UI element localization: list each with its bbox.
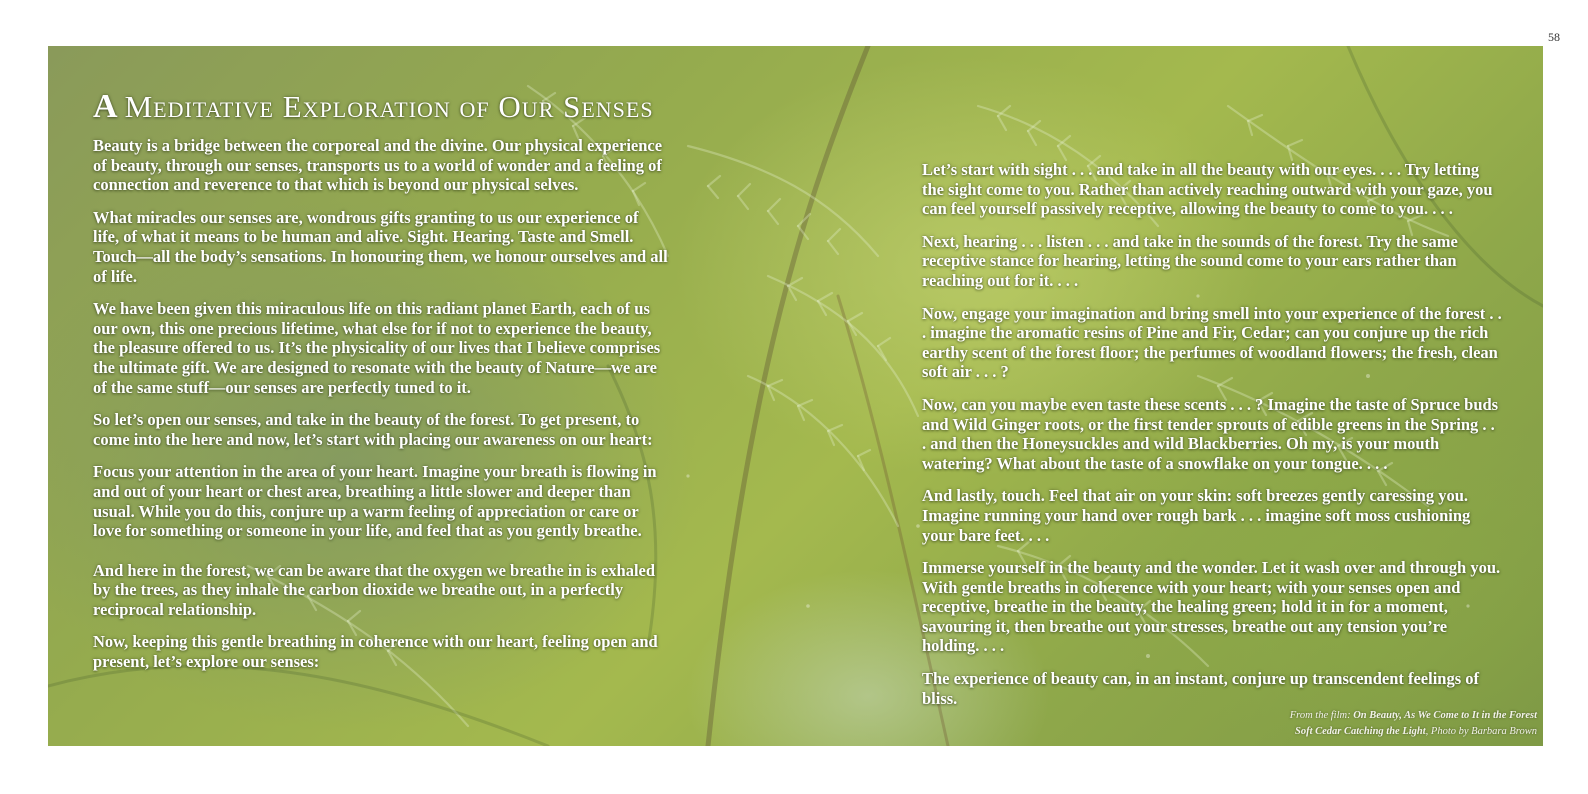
paragraph: So let’s open our senses, and take in the beauty of the forest. To get present, to come into the here and now, let’s start with placing our awareness on our heart: — [93, 410, 653, 449]
paragraph: Now, engage your imagination and bring smell into your experience of the forest . . . imagine the aromatic resins of Pine and Fir, Cedar; can you conjure up the rich earthy scent of the forest floor; the perfumes of woodland flowers; the fresh, clean soft air . . . ? — [922, 303, 1502, 382]
photo-credits — [1290, 708, 1537, 740]
left-column — [93, 90, 668, 685]
paragraph: Next, hearing . . . listen . . . and take in the sounds of the forest. Try the same receptive stance for hearing, letting the sound come to your ears rather than reaching out for it. . . . — [922, 231, 1458, 290]
film-title: On Beauty, As We Come to It in the Forest — [1353, 710, 1537, 721]
page-number: 58 — [1548, 30, 1560, 44]
photo-spread — [48, 46, 1543, 746]
paragraph: The experience of beauty can, in an instant, conjure up transcendent feelings of bliss. — [922, 669, 1480, 708]
paragraph: Let’s start with sight . . . and take in all the beauty with our eyes. . . . Try letting the sight come to you. Rather than actively reaching outward with your gaze, you can feel yourself passively receptive, allowing the beauty to come to you. . . . — [922, 160, 1493, 219]
paragraph: Immerse yourself in the beauty and the wonder. Let it wash over and through you. With gentle breaths in coherence with your heart; with your senses open and receptive, breathe in the beauty, the healing green; hold it in for a moment, savouring it, then breathe out your stresses, breathe out any tension you’re holding. . . . — [922, 558, 1501, 656]
paragraph: Now, keeping this gentle breathing in coherence with our heart, feeling open and present, let’s explore our senses: — [93, 632, 658, 672]
section-heading — [93, 90, 668, 124]
right-column — [922, 160, 1502, 721]
photo-title: Soft Cedar Catching the Light — [1294, 726, 1426, 737]
paragraph: And here in the forest, we can be aware that the oxygen we breathe in is exhaled by the trees, as they inhale the carbon dioxide we breathe out, in a perfectly reciprocal relationship. — [93, 560, 656, 619]
paragraph: Now, can you maybe even taste these scents . . . ? Imagine the taste of Spruce buds and Wild Ginger roots, or the first tender sprouts of edible greens in the Spring . . . and then the Honeysuckles and wild Blackberries. Oh my, is your mouth watering? What about the taste of a snowflake on your tongue. . . . — [922, 394, 1499, 473]
paragraph: Beauty is a bridge between the corporeal and the divine. Our physical experience of beauty, through our senses, transports us to a world of wonder and a feeling of connection and reverence to that which is beyond our physical selves. — [93, 136, 663, 195]
photo-credit: Soft Cedar Catching the Light, Photo by Barbara Brown — [1294, 726, 1537, 737]
paragraph: And lastly, touch. Feel that air on your skin: soft breezes gently caressing you. Imagine running your hand over rough bark . . . imagine soft moss cushioning your bare feet. . . . — [922, 486, 1471, 545]
film-credit: From the film: On Beauty, As We Come to It in the Forest — [1289, 710, 1537, 721]
section-title: Meditative Exploration of Our Senses — [124, 89, 654, 124]
paragraph: We have been given this miraculous life on this radiant planet Earth, each of us our own, this one precious lifetime, what else for if not to experience the beauty, the pleasure offered to us. It’s the physicality of our lives that I believe comprises the ultimate gift. We are designed to resonate with the beauty of Nature—we are of the same stuff—our senses are perfectly tuned to it. — [93, 299, 661, 397]
paragraph: What miracles our senses are, wondrous gifts granting to us our experience of life, of what it means to be human and alive. Sight. Hearing. Taste and Smell. Touch—all the body’s sensations. In honouring them, we honour ourselves and all of life. — [93, 207, 668, 286]
paragraph: Focus your attention in the area of your heart. Imagine your breath is flowing in and out of your heart or chest area, breathing a little slower and deeper than usual. While you do this, conjure up a warm feeling of appreciation or care or love for something or someone in your life, and feel that as you gently breathe. — [93, 462, 657, 541]
ornamental-initial-icon: A — [93, 88, 119, 125]
